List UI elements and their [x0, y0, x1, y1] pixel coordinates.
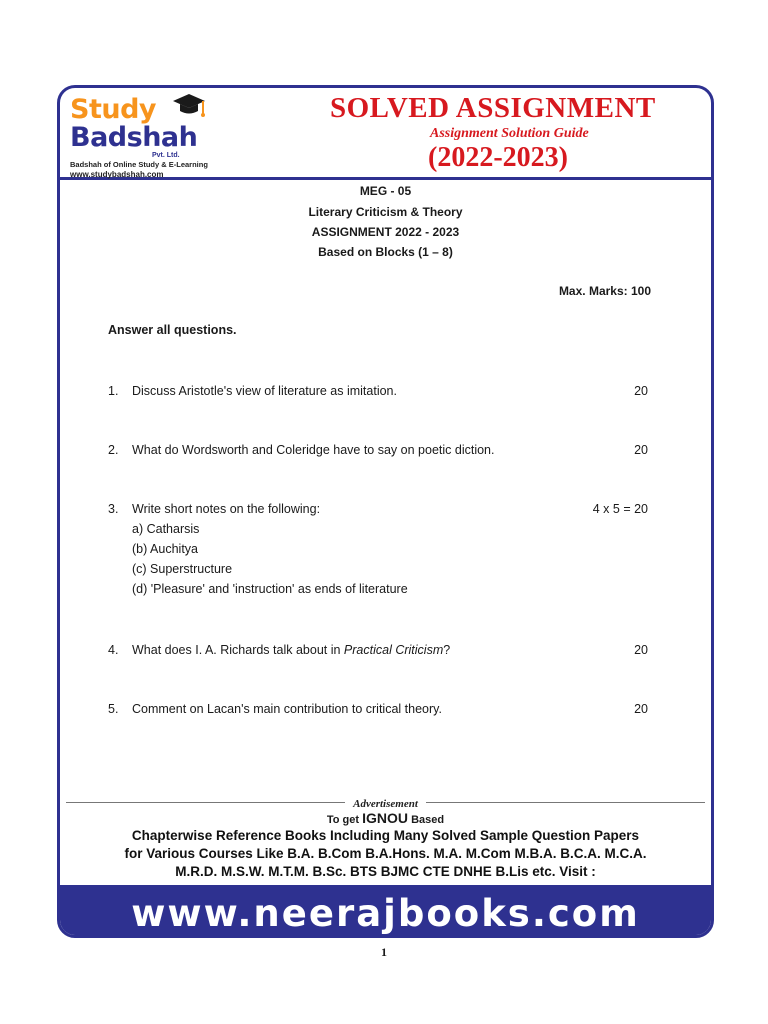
- question-number: 2.: [108, 443, 119, 457]
- max-marks: Max. Marks: 100: [558, 284, 651, 298]
- graduation-cap-icon: [172, 92, 206, 124]
- header: [60, 88, 711, 180]
- book-title: Practical Criticism: [343, 643, 444, 657]
- ad-line-1: [60, 810, 711, 826]
- question-text: What does I. A. Richards talk about in: [132, 643, 344, 657]
- question-number: 3.: [108, 502, 119, 516]
- blocks-info: Based on Blocks (1 – 8): [318, 245, 453, 259]
- question-3-marks: 4 x 5 = 20: [592, 502, 648, 516]
- website-link[interactable]: www.neerajbooks.com: [131, 892, 640, 935]
- question-1-marks: 20: [634, 384, 648, 398]
- question-3: [108, 502, 320, 516]
- page-number: 1: [381, 945, 387, 959]
- ad-based: Based: [411, 814, 445, 826]
- question-4-marks: 20: [634, 643, 648, 657]
- subpart-b: (b) Auchitya: [132, 542, 199, 556]
- course-code: MEG - 05: [359, 184, 412, 198]
- question-1: [108, 384, 397, 398]
- question-2: [108, 443, 494, 457]
- question-text: Write short notes on the following:: [132, 502, 321, 516]
- instruction: Answer all questions.: [108, 323, 237, 337]
- ad-ignou: IGNOU: [362, 810, 409, 826]
- question-text: What do Wordsworth and Coleridge have to say on poetic diction.: [132, 443, 495, 457]
- studybadshah-logo: [68, 94, 228, 178]
- question-5-marks: 20: [634, 702, 648, 716]
- logo-website: www.studybadshah.com: [70, 170, 164, 179]
- ad-to-get: To get: [326, 814, 360, 826]
- question-5: [108, 702, 442, 716]
- assignment-page-frame: [57, 85, 714, 938]
- ad-line-4: M.R.D. M.S.W. M.T.M. B.Sc. BTS BJMC CTE DNHE B.Lis etc. Visit :: [175, 864, 596, 879]
- question-4: [108, 643, 450, 657]
- logo-word-badshah: Badshah: [70, 122, 198, 153]
- question-number: 1.: [108, 384, 119, 398]
- subpart-a: a) Catharsis: [132, 522, 200, 536]
- question-text: Discuss Aristotle's view of literature as imitation.: [132, 384, 397, 398]
- website-banner[interactable]: [60, 885, 711, 938]
- page-subtitle: Assignment Solution Guide: [430, 126, 589, 141]
- page-title: SOLVED ASSIGNMENT: [330, 92, 656, 124]
- logo-tagline: Badshah of Online Study & E-Learning: [70, 160, 208, 169]
- session-year: (2022-2023): [428, 142, 568, 173]
- advertisement-label: Advertisement: [345, 798, 426, 810]
- question-2-marks: 20: [634, 443, 648, 457]
- ad-line-3: for Various Courses Like B.A. B.Com B.A.Hons. M.A. M.Com M.B.A. B.C.A. M.C.A.: [124, 846, 647, 861]
- subpart-c: (c) Superstructure: [132, 562, 233, 576]
- question-number: 4.: [108, 643, 119, 657]
- question-text-end: ?: [443, 643, 451, 657]
- logo-word-study: Study: [70, 94, 157, 125]
- course-name: Literary Criticism & Theory: [308, 205, 463, 219]
- logo-pvt-ltd: Pvt. Ltd.: [152, 152, 180, 159]
- subpart-d: (d) 'Pleasure' and 'instruction' as ends of literature: [132, 582, 408, 596]
- assignment-year: ASSIGNMENT 2022 - 2023: [311, 225, 460, 239]
- ad-line-2: Chapterwise Reference Books Including Many Solved Sample Question Papers: [131, 828, 640, 843]
- question-number: 5.: [108, 702, 119, 716]
- question-text: Comment on Lacan's main contribution to critical theory.: [132, 702, 442, 716]
